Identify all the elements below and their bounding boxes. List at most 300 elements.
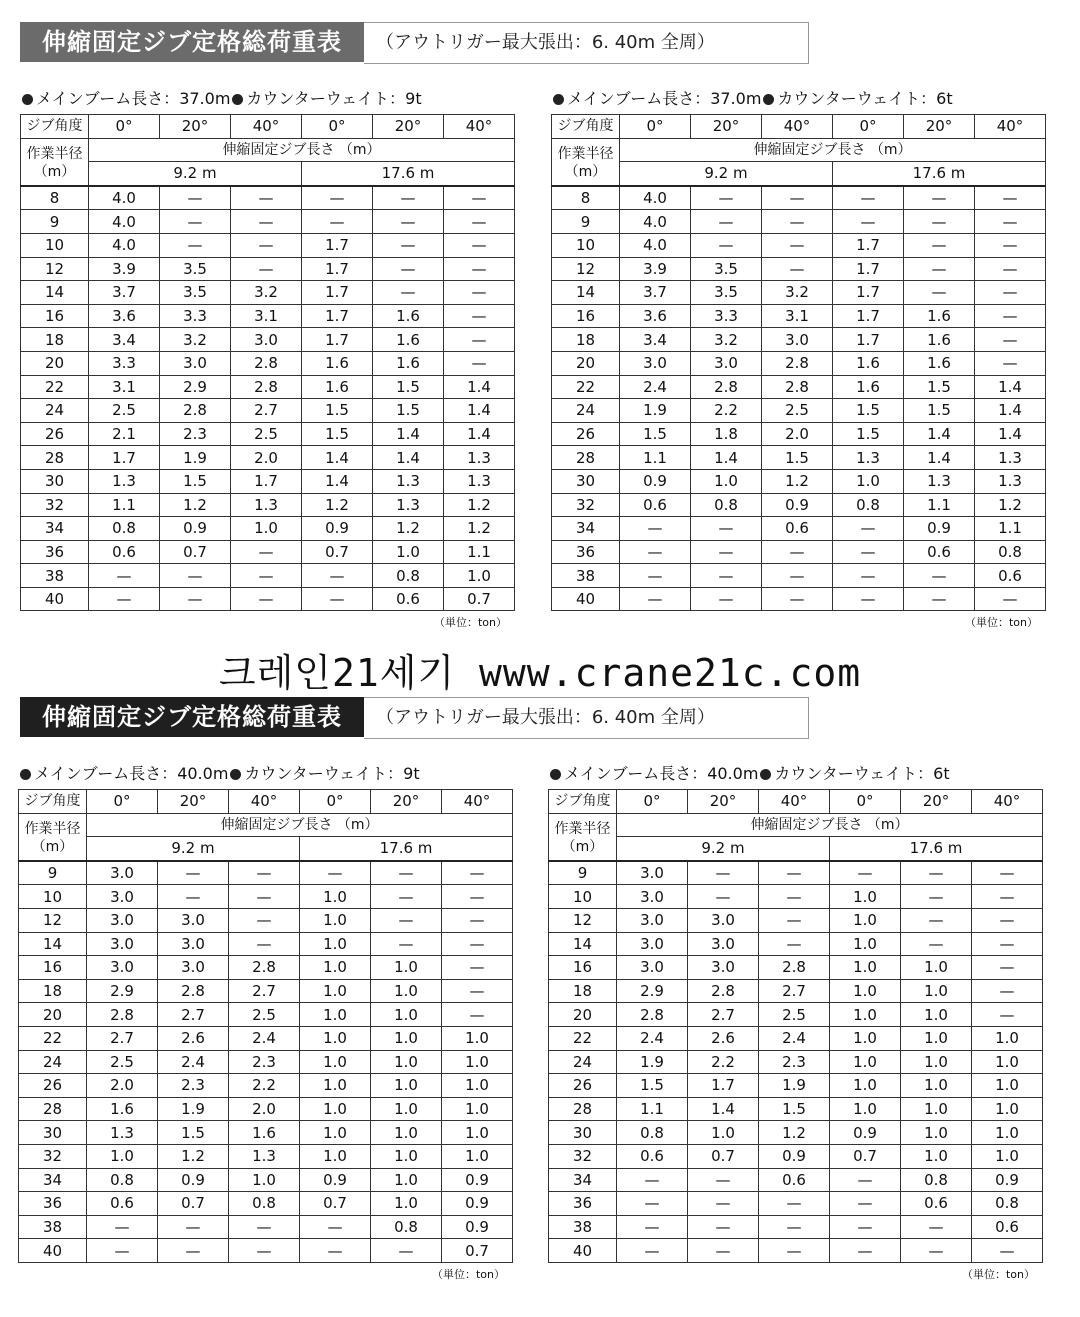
- radius-cell: 20: [21, 351, 89, 375]
- load-cell: 2.5: [89, 399, 160, 423]
- load-cell: —: [901, 908, 972, 932]
- radius-cell: 34: [549, 1168, 617, 1192]
- load-cell: 2.9: [87, 979, 158, 1003]
- load-cell: 1.0: [442, 1026, 513, 1050]
- table-row: [21, 493, 515, 517]
- load-cell: —: [617, 1239, 688, 1263]
- load-cell: 1.0: [229, 1168, 300, 1192]
- load-cell: 1.0: [300, 979, 371, 1003]
- table-row: [552, 399, 1046, 423]
- load-cell: 3.1: [89, 375, 160, 399]
- load-cell: 1.1: [620, 446, 691, 470]
- load-cell: —: [759, 932, 830, 956]
- radius-cell: 28: [549, 1097, 617, 1121]
- radius-cell: 18: [19, 979, 87, 1003]
- load-cell: 1.4: [444, 375, 515, 399]
- panel-caption: [20, 88, 515, 110]
- table-row: [552, 233, 1046, 257]
- table-row: [21, 469, 515, 493]
- load-cell: —: [620, 587, 691, 611]
- header-row-lengths: [21, 162, 515, 186]
- load-cell: 1.0: [442, 1050, 513, 1074]
- load-cell: 0.6: [759, 1168, 830, 1192]
- table-row: [549, 1168, 1043, 1192]
- radius-cell: 8: [552, 186, 620, 210]
- table-row: [549, 1026, 1043, 1050]
- jib-angle-header: ジブ角度: [549, 790, 617, 814]
- radius-cell: 26: [549, 1074, 617, 1098]
- load-cell: 1.0: [300, 885, 371, 909]
- jib-length-header: 伸縮固定ジブ長さ （m）: [620, 138, 1046, 162]
- load-cell: —: [691, 540, 762, 564]
- angle-header: 40°: [759, 790, 830, 814]
- load-cell: 1.9: [160, 446, 231, 470]
- load-cell: 0.8: [373, 564, 444, 588]
- jib-length-9-2: 9.2 m: [89, 162, 302, 186]
- load-cell: —: [89, 564, 160, 588]
- load-cell: 1.5: [373, 399, 444, 423]
- load-cell: 3.6: [620, 304, 691, 328]
- load-cell: —: [160, 233, 231, 257]
- load-cell: 0.9: [762, 493, 833, 517]
- table-row: [21, 210, 515, 234]
- load-cell: —: [158, 885, 229, 909]
- radius-label: 作業半径: [554, 820, 611, 837]
- counterweight: カウンターウェイト：6t: [777, 89, 953, 108]
- load-cell: 0.9: [759, 1144, 830, 1168]
- load-cell: 1.0: [972, 1097, 1043, 1121]
- load-cell: —: [229, 885, 300, 909]
- radius-cell: 36: [19, 1192, 87, 1216]
- load-cell: 1.0: [300, 1050, 371, 1074]
- load-cell: 1.0: [300, 1026, 371, 1050]
- load-cell: 1.0: [830, 908, 901, 932]
- load-cell: 1.0: [300, 1121, 371, 1145]
- load-cell: 1.2: [762, 469, 833, 493]
- radius-cell: 28: [21, 446, 89, 470]
- load-chart-panel-37m-6t: [551, 88, 1046, 630]
- load-cell: —: [620, 564, 691, 588]
- load-cell: 1.0: [87, 1144, 158, 1168]
- load-cell: 1.4: [691, 446, 762, 470]
- load-cell: 0.9: [830, 1121, 901, 1145]
- angle-header: 40°: [975, 115, 1046, 139]
- load-cell: —: [762, 564, 833, 588]
- load-cell: —: [302, 564, 373, 588]
- load-cell: 1.5: [904, 399, 975, 423]
- load-table: [20, 114, 515, 611]
- load-cell: 2.8: [87, 1003, 158, 1027]
- load-cell: 1.3: [373, 469, 444, 493]
- load-cell: 2.8: [617, 1003, 688, 1027]
- load-cell: 1.0: [901, 979, 972, 1003]
- load-cell: 1.6: [904, 351, 975, 375]
- load-cell: 1.4: [373, 446, 444, 470]
- section-title: 伸縮固定ジブ定格総荷重表: [20, 22, 364, 62]
- section-header-2: [20, 697, 809, 739]
- table-row: [549, 1215, 1043, 1239]
- load-cell: 0.7: [302, 540, 373, 564]
- radius-cell: 22: [549, 1026, 617, 1050]
- load-cell: —: [691, 587, 762, 611]
- bullet-icon: [22, 94, 33, 105]
- load-cell: —: [972, 956, 1043, 980]
- load-cell: 0.7: [444, 587, 515, 611]
- load-cell: 3.0: [158, 932, 229, 956]
- load-cell: 1.7: [833, 257, 904, 281]
- load-cell: 4.0: [89, 210, 160, 234]
- radius-cell: 16: [549, 956, 617, 980]
- load-cell: 3.0: [87, 908, 158, 932]
- table-row: [549, 1003, 1043, 1027]
- load-cell: 1.2: [759, 1121, 830, 1145]
- load-cell: —: [975, 281, 1046, 305]
- load-cell: 1.0: [901, 1097, 972, 1121]
- load-cell: 1.3: [904, 469, 975, 493]
- radius-unit: （m）: [33, 163, 76, 180]
- load-cell: 4.0: [89, 186, 160, 210]
- load-cell: —: [972, 885, 1043, 909]
- load-cell: 0.8: [691, 493, 762, 517]
- load-cell: 2.5: [231, 422, 302, 446]
- load-cell: 1.1: [89, 493, 160, 517]
- bullet-icon: [550, 769, 561, 780]
- load-cell: —: [620, 517, 691, 541]
- radius-cell: 22: [21, 375, 89, 399]
- load-cell: 0.9: [904, 517, 975, 541]
- load-cell: 3.0: [617, 908, 688, 932]
- load-cell: —: [371, 932, 442, 956]
- load-cell: 1.7: [833, 281, 904, 305]
- radius-cell: 38: [549, 1215, 617, 1239]
- load-cell: 1.4: [373, 422, 444, 446]
- load-cell: —: [89, 587, 160, 611]
- load-cell: —: [833, 186, 904, 210]
- load-cell: 0.6: [617, 1144, 688, 1168]
- angle-header: 0°: [89, 115, 160, 139]
- load-cell: —: [231, 564, 302, 588]
- jib-angle-header: ジブ角度: [552, 115, 620, 139]
- header-row-lengths: [19, 837, 513, 861]
- load-cell: 3.0: [87, 861, 158, 885]
- load-cell: 1.5: [759, 1097, 830, 1121]
- load-cell: —: [444, 186, 515, 210]
- load-cell: 1.5: [302, 399, 373, 423]
- load-cell: 0.8: [833, 493, 904, 517]
- unit-note: （単位：ton）: [961, 1267, 1035, 1281]
- load-cell: —: [762, 257, 833, 281]
- load-cell: 1.3: [89, 469, 160, 493]
- radius-cell: 30: [19, 1121, 87, 1145]
- load-cell: 1.0: [442, 1097, 513, 1121]
- load-cell: —: [688, 1192, 759, 1216]
- angle-header: 0°: [302, 115, 373, 139]
- load-cell: —: [688, 885, 759, 909]
- load-cell: 1.0: [830, 1074, 901, 1098]
- main-boom-length: メインブーム長さ：40.0m: [564, 764, 759, 783]
- load-cell: —: [158, 861, 229, 885]
- load-cell: —: [617, 1215, 688, 1239]
- radius-cell: 16: [19, 956, 87, 980]
- load-cell: 2.3: [160, 422, 231, 446]
- load-cell: 1.0: [830, 979, 901, 1003]
- radius-cell: 9: [21, 210, 89, 234]
- load-cell: —: [158, 1239, 229, 1263]
- load-cell: 3.1: [231, 304, 302, 328]
- table-row: [549, 1239, 1043, 1263]
- load-cell: 1.0: [300, 1074, 371, 1098]
- load-cell: —: [904, 210, 975, 234]
- load-cell: 2.4: [617, 1026, 688, 1050]
- panel-caption: [551, 88, 1046, 110]
- radius-cell: 9: [19, 861, 87, 885]
- load-cell: 1.6: [229, 1121, 300, 1145]
- table-row: [19, 1215, 513, 1239]
- load-cell: —: [158, 1215, 229, 1239]
- load-cell: 3.0: [160, 351, 231, 375]
- load-cell: —: [87, 1239, 158, 1263]
- table-row: [19, 908, 513, 932]
- load-cell: 1.9: [617, 1050, 688, 1074]
- radius-header: [552, 138, 620, 186]
- radius-unit: （m）: [31, 838, 74, 855]
- load-cell: 3.0: [617, 956, 688, 980]
- load-cell: —: [444, 281, 515, 305]
- load-cell: 3.9: [620, 257, 691, 281]
- table-row: [21, 281, 515, 305]
- load-cell: 1.0: [300, 1097, 371, 1121]
- load-cell: 1.0: [371, 1192, 442, 1216]
- load-cell: —: [975, 328, 1046, 352]
- load-cell: 1.0: [442, 1074, 513, 1098]
- radius-cell: 34: [552, 517, 620, 541]
- load-cell: 2.2: [691, 399, 762, 423]
- load-cell: 1.5: [617, 1074, 688, 1098]
- load-cell: —: [972, 861, 1043, 885]
- load-cell: —: [371, 861, 442, 885]
- load-cell: —: [691, 564, 762, 588]
- jib-length-9-2: 9.2 m: [87, 837, 300, 861]
- table-row: [21, 446, 515, 470]
- load-cell: 1.7: [688, 1074, 759, 1098]
- load-cell: 0.8: [975, 540, 1046, 564]
- load-cell: —: [302, 210, 373, 234]
- angle-header: 40°: [231, 115, 302, 139]
- load-cell: 1.4: [302, 446, 373, 470]
- load-cell: 1.0: [830, 885, 901, 909]
- load-cell: —: [302, 587, 373, 611]
- load-cell: —: [444, 304, 515, 328]
- load-cell: 3.9: [89, 257, 160, 281]
- load-cell: —: [231, 257, 302, 281]
- load-cell: 2.6: [688, 1026, 759, 1050]
- load-cell: 2.8: [231, 375, 302, 399]
- load-cell: 1.2: [373, 517, 444, 541]
- angle-header: 20°: [373, 115, 444, 139]
- radius-cell: 10: [549, 885, 617, 909]
- load-cell: 3.3: [691, 304, 762, 328]
- radius-cell: 30: [552, 469, 620, 493]
- load-cell: 1.0: [371, 1074, 442, 1098]
- load-cell: —: [972, 979, 1043, 1003]
- load-cell: —: [762, 186, 833, 210]
- table-row: [552, 304, 1046, 328]
- load-cell: 1.0: [830, 956, 901, 980]
- radius-unit: （m）: [561, 838, 604, 855]
- angle-header: 40°: [229, 790, 300, 814]
- load-cell: —: [229, 861, 300, 885]
- radius-cell: 26: [19, 1074, 87, 1098]
- load-cell: —: [231, 587, 302, 611]
- header-row-lengths: [549, 837, 1043, 861]
- angle-header: 40°: [442, 790, 513, 814]
- angle-header: 20°: [691, 115, 762, 139]
- load-cell: —: [904, 233, 975, 257]
- load-cell: 1.5: [160, 469, 231, 493]
- load-cell: —: [442, 908, 513, 932]
- angle-header: 40°: [972, 790, 1043, 814]
- load-cell: 2.6: [158, 1026, 229, 1050]
- angle-header: 0°: [617, 790, 688, 814]
- table-row: [552, 446, 1046, 470]
- radius-cell: 40: [552, 587, 620, 611]
- load-cell: —: [371, 1239, 442, 1263]
- load-cell: —: [160, 210, 231, 234]
- load-cell: —: [442, 861, 513, 885]
- load-cell: 1.1: [444, 540, 515, 564]
- load-cell: 0.6: [373, 587, 444, 611]
- load-table: [551, 114, 1046, 611]
- load-cell: —: [373, 233, 444, 257]
- load-cell: 3.4: [89, 328, 160, 352]
- radius-cell: 38: [21, 564, 89, 588]
- radius-cell: 28: [552, 446, 620, 470]
- load-cell: —: [975, 233, 1046, 257]
- radius-cell: 12: [549, 908, 617, 932]
- load-cell: —: [972, 908, 1043, 932]
- load-cell: 1.5: [373, 375, 444, 399]
- load-cell: 0.8: [89, 517, 160, 541]
- load-cell: —: [762, 233, 833, 257]
- table-row: [19, 1168, 513, 1192]
- load-cell: 1.3: [444, 446, 515, 470]
- jib-length-17-6: 17.6 m: [833, 162, 1046, 186]
- load-cell: 1.6: [302, 375, 373, 399]
- radius-cell: 24: [21, 399, 89, 423]
- radius-cell: 12: [19, 908, 87, 932]
- load-cell: 1.5: [762, 446, 833, 470]
- radius-cell: 16: [552, 304, 620, 328]
- load-cell: 2.8: [229, 956, 300, 980]
- load-cell: 1.0: [442, 1121, 513, 1145]
- load-cell: 0.6: [972, 1215, 1043, 1239]
- load-cell: —: [300, 1239, 371, 1263]
- load-cell: 0.6: [89, 540, 160, 564]
- table-row: [21, 351, 515, 375]
- load-cell: 1.9: [620, 399, 691, 423]
- table-row: [552, 328, 1046, 352]
- load-cell: —: [759, 885, 830, 909]
- angle-header: 20°: [160, 115, 231, 139]
- load-cell: 3.7: [89, 281, 160, 305]
- load-cell: —: [901, 885, 972, 909]
- load-cell: 4.0: [89, 233, 160, 257]
- load-cell: 1.0: [371, 1144, 442, 1168]
- table-row: [19, 885, 513, 909]
- load-cell: 1.5: [158, 1121, 229, 1145]
- jib-length-9-2: 9.2 m: [617, 837, 830, 861]
- load-cell: 2.5: [759, 1003, 830, 1027]
- radius-cell: 32: [549, 1144, 617, 1168]
- load-cell: —: [759, 861, 830, 885]
- radius-cell: 36: [21, 540, 89, 564]
- radius-cell: 40: [549, 1239, 617, 1263]
- load-cell: 1.5: [833, 399, 904, 423]
- table-row: [549, 1192, 1043, 1216]
- load-cell: 2.7: [229, 979, 300, 1003]
- radius-cell: 24: [552, 399, 620, 423]
- load-cell: —: [975, 587, 1046, 611]
- load-cell: —: [688, 1168, 759, 1192]
- load-cell: —: [830, 1239, 901, 1263]
- radius-cell: 40: [21, 587, 89, 611]
- radius-cell: 8: [21, 186, 89, 210]
- table-row: [21, 564, 515, 588]
- table-row: [21, 304, 515, 328]
- radius-cell: 12: [21, 257, 89, 281]
- load-cell: —: [442, 979, 513, 1003]
- table-row: [552, 493, 1046, 517]
- load-cell: —: [300, 1215, 371, 1239]
- section-subtitle: （アウトリガー最大張出：6. 40m 全周）: [364, 22, 809, 64]
- load-cell: 1.0: [833, 469, 904, 493]
- load-cell: 1.3: [231, 493, 302, 517]
- jib-length-header: 伸縮固定ジブ長さ （m）: [89, 138, 515, 162]
- load-cell: 2.8: [691, 375, 762, 399]
- load-cell: 1.7: [833, 233, 904, 257]
- load-cell: 1.0: [371, 1026, 442, 1050]
- load-cell: 2.3: [759, 1050, 830, 1074]
- load-cell: 1.5: [302, 422, 373, 446]
- load-cell: 2.9: [160, 375, 231, 399]
- table-row: [21, 587, 515, 611]
- load-cell: 1.0: [830, 1050, 901, 1074]
- load-cell: —: [444, 233, 515, 257]
- load-cell: 1.0: [901, 1003, 972, 1027]
- load-cell: 1.0: [830, 1097, 901, 1121]
- table-row: [552, 540, 1046, 564]
- load-cell: 2.8: [759, 956, 830, 980]
- load-cell: 2.0: [762, 422, 833, 446]
- load-cell: 2.2: [688, 1050, 759, 1074]
- load-cell: 1.0: [300, 908, 371, 932]
- load-cell: 1.0: [373, 540, 444, 564]
- load-cell: 1.0: [371, 1168, 442, 1192]
- load-cell: 3.0: [620, 351, 691, 375]
- radius-cell: 40: [19, 1239, 87, 1263]
- load-cell: 1.0: [691, 469, 762, 493]
- load-cell: 1.6: [904, 304, 975, 328]
- load-cell: 1.2: [444, 493, 515, 517]
- load-cell: 3.5: [160, 257, 231, 281]
- load-cell: —: [620, 540, 691, 564]
- load-cell: 1.6: [373, 304, 444, 328]
- load-cell: 3.0: [87, 885, 158, 909]
- load-cell: 1.3: [975, 469, 1046, 493]
- table-row: [549, 1097, 1043, 1121]
- load-cell: 1.4: [904, 422, 975, 446]
- radius-cell: 18: [21, 328, 89, 352]
